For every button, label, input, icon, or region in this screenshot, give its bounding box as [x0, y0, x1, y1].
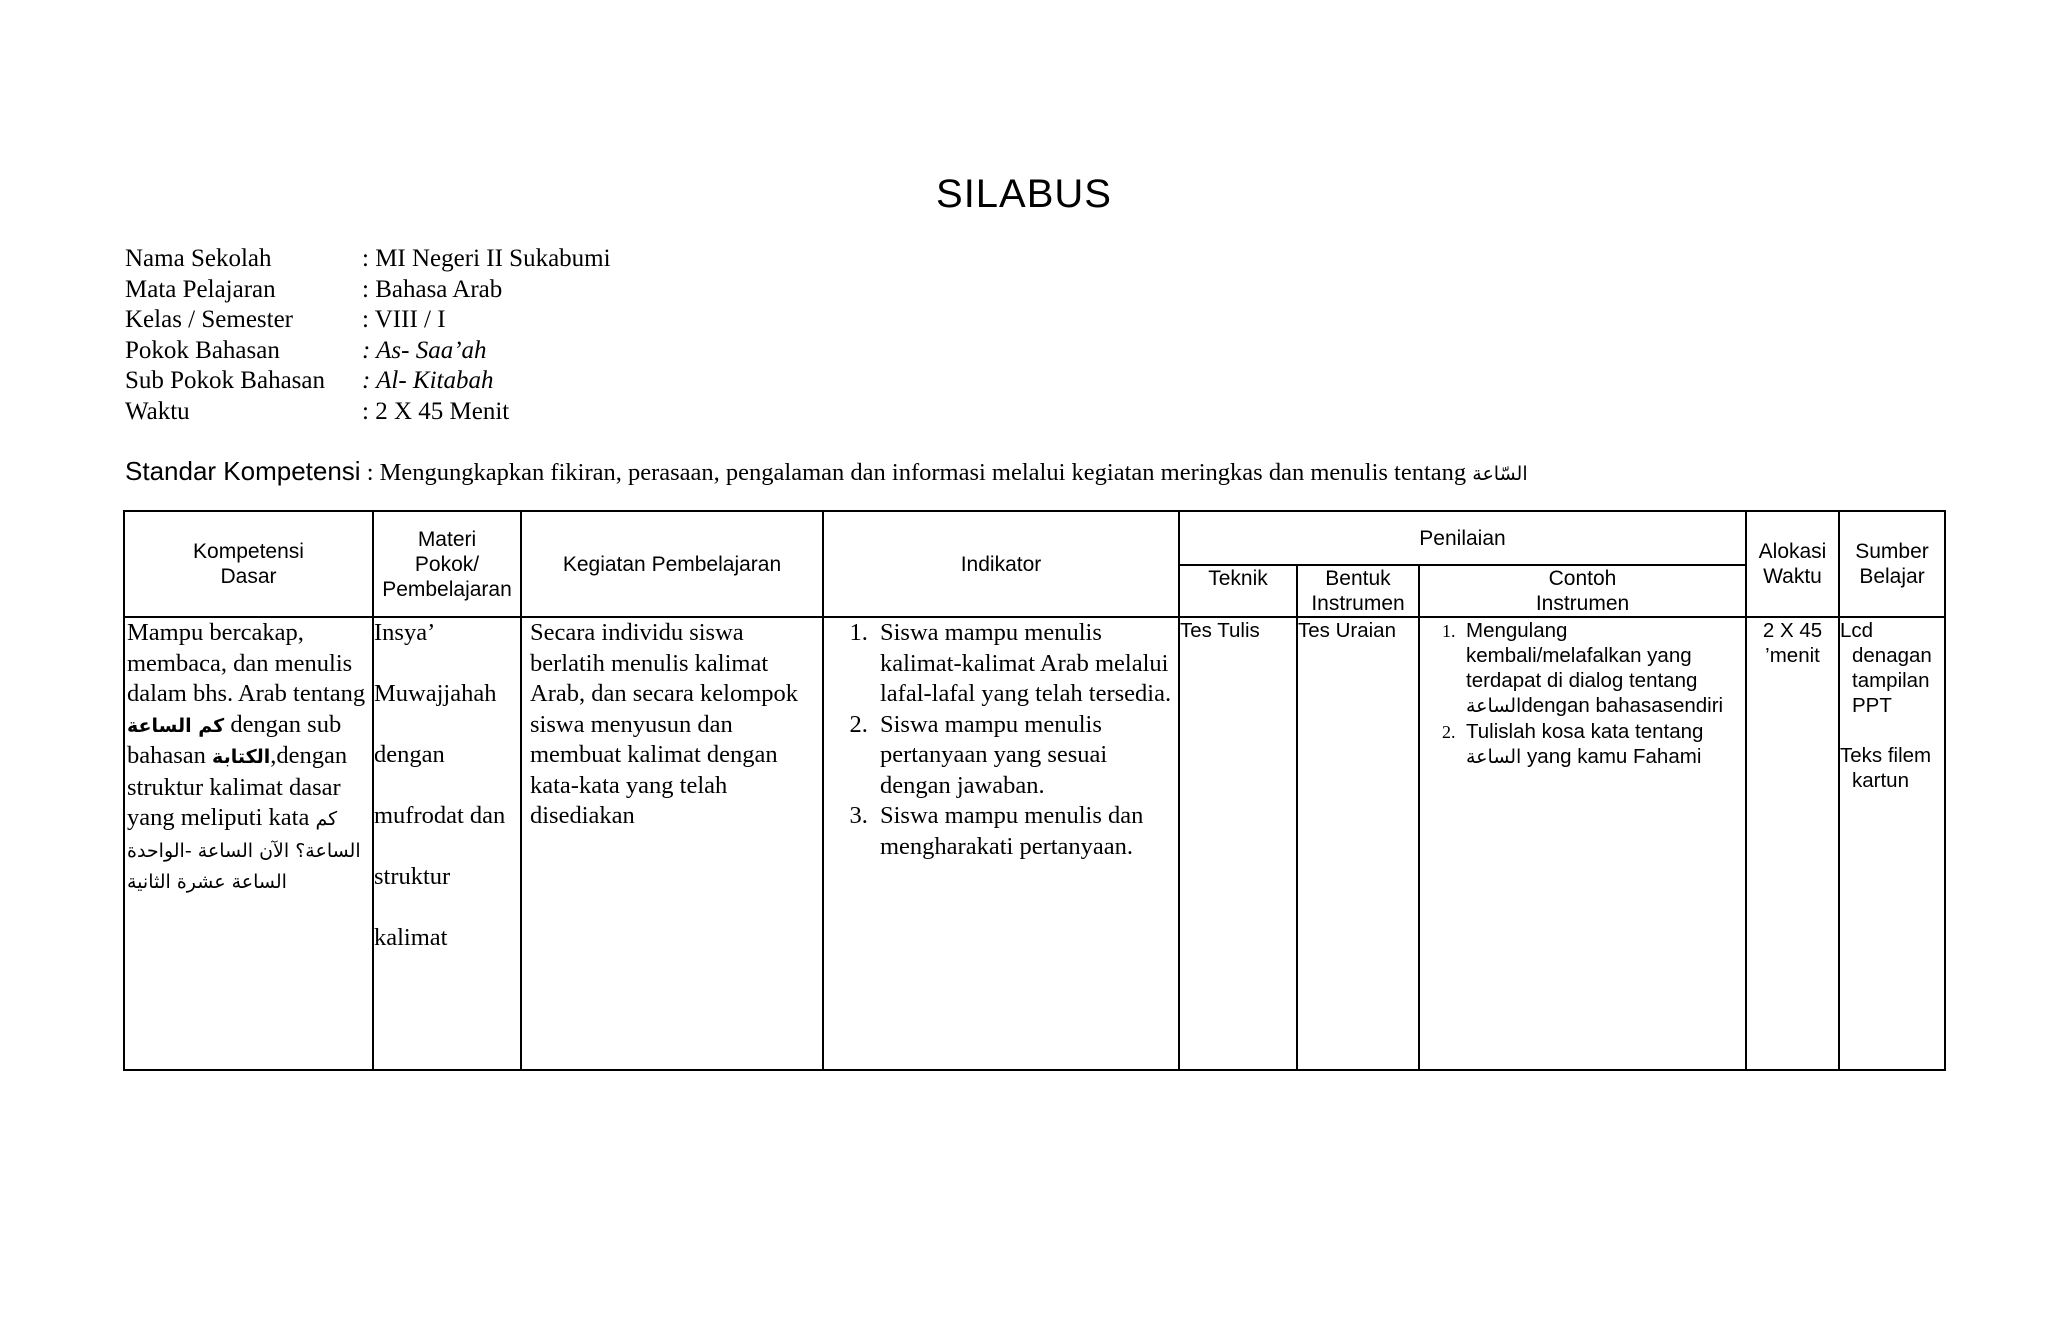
list-item: 1. Siswa mampu menulis kalimat-kalimat Arab melalui lafal-lafal yang telah tersedia.	[874, 618, 1178, 710]
materi-line: kalimat	[374, 924, 448, 951]
header-teknik: Teknik	[1179, 565, 1297, 617]
cell-alokasi	[1746, 617, 1839, 1070]
info-label: Sub Pokok Bahasan	[125, 367, 325, 394]
list-item	[1460, 719, 1745, 770]
header-text: Waktu	[1763, 565, 1822, 588]
alokasi-text: ’menit	[1765, 644, 1820, 667]
contoh-text: Mengulang kembali/melafalkan yang terdapat di dialog tentang	[1466, 619, 1698, 692]
header-text: Belajar	[1859, 565, 1925, 588]
info-value: : As- Saa’ah	[362, 336, 487, 364]
contoh-text: Tulislah kosa kata tentang	[1466, 720, 1704, 743]
standar-arabic: السّاعة	[1472, 463, 1528, 485]
standar-kompetensi	[125, 456, 1528, 487]
header-text: Pokok/	[414, 552, 480, 576]
info-label: Nama Sekolah	[125, 245, 272, 272]
kd-text: Mampu bercakap, membaca, dan menulis dalam bhs. Arab tentang	[127, 619, 366, 707]
kd-arabic: كم الساعة؟ الآن الساعة -الواحدة الساعة عشرة الثانية	[127, 808, 361, 893]
contoh-text: yang kamu Fahami	[1521, 745, 1702, 768]
info-label: Pokok Bahasan	[125, 336, 280, 364]
contoh-text: dengan bahasasendiri	[1521, 694, 1724, 717]
info-row-topic	[125, 336, 611, 367]
cell-teknik: Tes Tulis	[1179, 617, 1297, 1070]
header-text: Materi	[417, 527, 477, 551]
list-item: 2. Siswa mampu menulis pertanyaan yang sesuai dengan jawaban.	[874, 710, 1178, 802]
info-label: Mata Pelajaran	[125, 275, 276, 303]
info-row-subtopic	[125, 366, 611, 397]
list-item	[1460, 618, 1745, 719]
standar-value: : Mengungkapkan fikiran, perasaan, pengalaman dan informasi melalui kegiatan meringkas dan menulis tentang	[360, 459, 1473, 486]
sumber-text: Lcd	[1840, 619, 1874, 642]
header-text: Sumber	[1855, 540, 1929, 563]
header-text: Instrumen	[1535, 592, 1630, 615]
info-row-time	[125, 397, 611, 428]
sumber-text: Teks filem	[1840, 744, 1932, 767]
spacer	[1840, 718, 1944, 743]
materi-line: struktur	[374, 863, 451, 890]
info-row-subject	[125, 275, 611, 306]
kd-text: ,dengan struktur kalimat dasar yang meliputi kata	[127, 742, 348, 831]
kd-text: dengan sub bahasan	[127, 710, 342, 769]
header-alokasi	[1746, 511, 1839, 617]
school-info	[125, 244, 611, 427]
info-value: : Al- Kitabah	[362, 367, 494, 394]
info-value: : VIII / I	[362, 306, 446, 333]
header-sumber	[1839, 511, 1945, 617]
kd-arabic: الكتابة	[212, 746, 271, 768]
contoh-arabic: الساعة	[1466, 695, 1522, 717]
header-bentuk	[1297, 565, 1419, 617]
sumber-text: PPT	[1852, 694, 1892, 717]
header-text: Pembelajaran	[382, 577, 512, 601]
header-text: Instrumen	[1311, 592, 1405, 615]
table-row	[124, 617, 1945, 1070]
list-item: 3. Siswa mampu menulis dan mengharakati pertanyaan.	[874, 801, 1178, 862]
cell-kompetensi-dasar	[124, 617, 373, 1070]
cell-contoh	[1419, 617, 1746, 1070]
header-text: Kompetensi	[193, 540, 304, 563]
sumber-text: tampilan	[1852, 669, 1930, 692]
info-row-school	[125, 244, 611, 275]
header-text: Contoh	[1548, 567, 1617, 590]
header-text: Bentuk	[1325, 567, 1391, 590]
cell-indikator	[823, 617, 1179, 1070]
indikator-list	[824, 618, 1178, 862]
page-title: SILABUS	[936, 172, 1112, 216]
header-materi	[373, 511, 521, 617]
silabus-table	[123, 510, 1946, 1071]
header-kompetensi	[124, 511, 373, 617]
header-indikator: Indikator	[823, 511, 1179, 617]
cell-kegiatan: Secara individu siswa berlatih menulis kalimat Arab, dan secara kelompok siswa menyusun dan membuat kalimat dengan kata-kata yang telah disediakan	[521, 617, 823, 1070]
sumber-text: kartun	[1852, 769, 1909, 792]
sumber-text: denagan	[1852, 644, 1932, 667]
info-label: Kelas / Semester	[125, 306, 294, 333]
header-text: Alokasi	[1758, 540, 1827, 563]
header-contoh	[1419, 565, 1746, 617]
kd-arabic: كم الساعة	[127, 714, 225, 737]
cell-materi	[373, 617, 521, 1070]
header-row	[124, 511, 1945, 565]
materi-line: Insya’	[374, 619, 436, 646]
contoh-list	[1420, 618, 1745, 770]
cell-bentuk: Tes Uraian	[1297, 617, 1419, 1070]
cell-sumber	[1839, 617, 1945, 1070]
materi-line: Muwajjahah	[374, 680, 497, 707]
contoh-arabic: الساعة	[1466, 746, 1522, 768]
header-kegiatan: Kegiatan Pembelajaran	[521, 511, 823, 617]
info-value: : Bahasa Arab	[362, 275, 503, 303]
header-penilaian: Penilaian	[1179, 511, 1746, 565]
info-row-class	[125, 305, 611, 336]
info-value: : 2 X 45 Menit	[362, 397, 510, 425]
standar-label: Standar Kompetensi	[125, 456, 361, 486]
info-label: Waktu	[125, 397, 190, 425]
materi-line: dengan	[374, 741, 445, 768]
alokasi-text: 2 X 45	[1762, 619, 1823, 642]
materi-line: mufrodat dan	[374, 802, 506, 829]
header-text: Dasar	[220, 565, 277, 588]
info-value: : MI Negeri II Sukabumi	[362, 245, 611, 272]
